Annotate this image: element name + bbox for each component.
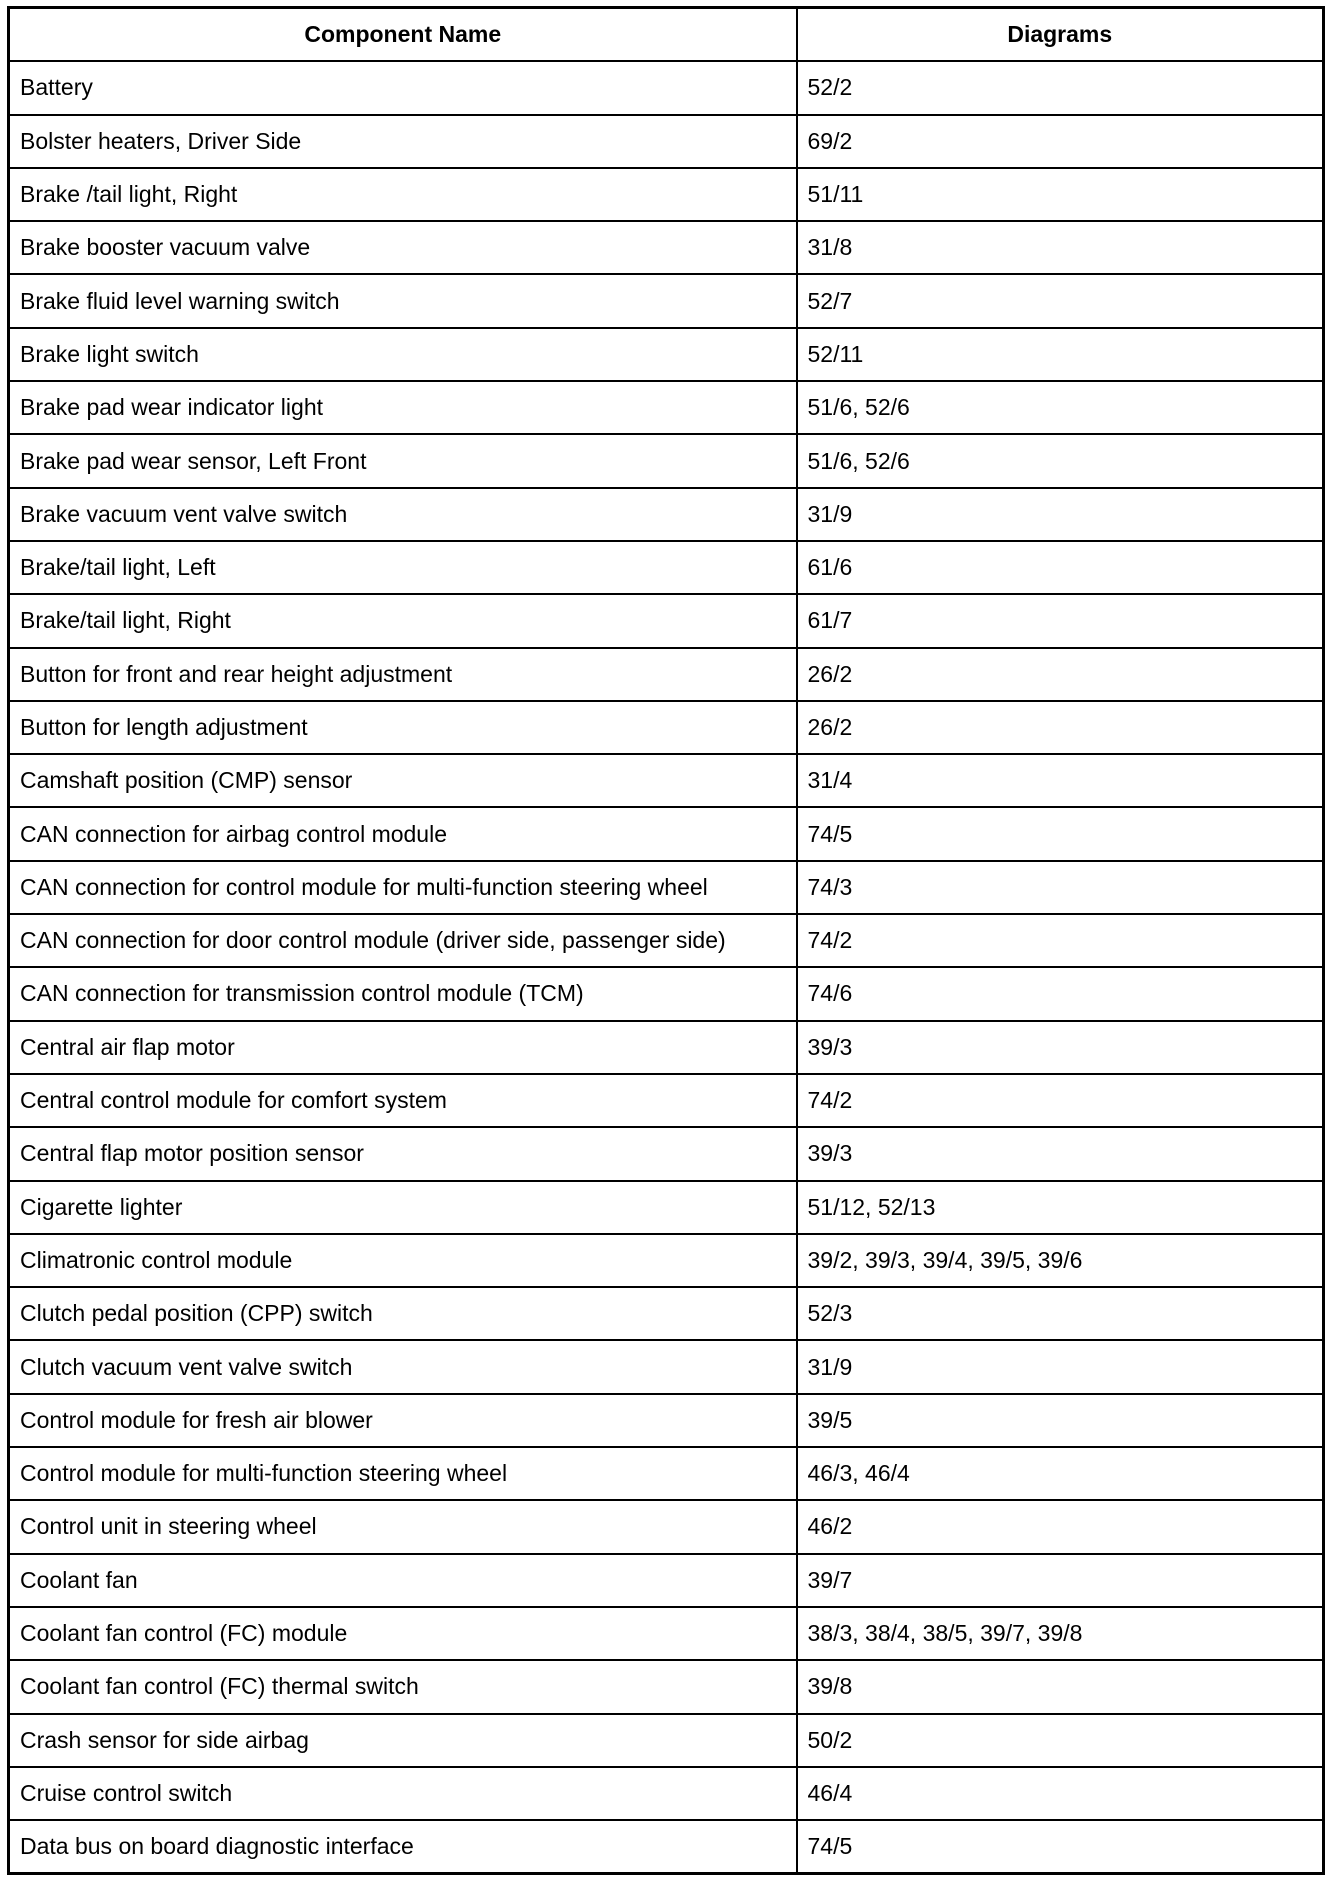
component-name-cell: Brake pad wear sensor, Left Front [9,434,797,487]
table-row [9,434,1324,487]
diagrams-cell: 51/11 [797,168,1324,221]
diagrams-cell: 74/3 [797,861,1324,914]
component-name-cell: Coolant fan control (FC) module [9,1607,797,1660]
diagrams-cell: 31/9 [797,488,1324,541]
table-row [9,488,1324,541]
diagrams-cell: 74/2 [797,914,1324,967]
column-header-component-name: Component Name [9,8,797,62]
component-name-cell: CAN connection for transmission control module (TCM) [9,967,797,1020]
component-name-cell: Cigarette lighter [9,1181,797,1234]
component-name-cell: Button for length adjustment [9,701,797,754]
component-name-cell: Button for front and rear height adjustment [9,648,797,701]
component-name-cell: CAN connection for control module for multi-function steering wheel [9,861,797,914]
table-row [9,807,1324,860]
diagrams-cell: 52/3 [797,1287,1324,1340]
table-row [9,1500,1324,1553]
diagrams-cell: 51/6, 52/6 [797,434,1324,487]
table-row [9,1234,1324,1287]
component-name-cell: Battery [9,61,797,114]
diagrams-cell: 39/7 [797,1554,1324,1607]
diagrams-cell: 50/2 [797,1714,1324,1767]
diagrams-cell: 51/6, 52/6 [797,381,1324,434]
diagrams-cell: 46/4 [797,1767,1324,1820]
table-row [9,274,1324,327]
table-row [9,861,1324,914]
table-row [9,328,1324,381]
component-name-cell: Brake pad wear indicator light [9,381,797,434]
component-name-cell: Brake booster vacuum valve [9,221,797,274]
component-name-cell: Crash sensor for side airbag [9,1714,797,1767]
table-row [9,1181,1324,1234]
component-name-cell: Brake/tail light, Right [9,594,797,647]
diagrams-cell: 31/8 [797,221,1324,274]
diagrams-cell: 52/2 [797,61,1324,114]
component-name-cell: Control module for fresh air blower [9,1394,797,1447]
diagrams-cell: 39/2, 39/3, 39/4, 39/5, 39/6 [797,1234,1324,1287]
table-row [9,1714,1324,1767]
component-name-cell: Clutch vacuum vent valve switch [9,1340,797,1393]
table-body [9,61,1324,1874]
table-row [9,1607,1324,1660]
diagrams-cell: 46/2 [797,1500,1324,1553]
component-name-cell: Camshaft position (CMP) sensor [9,754,797,807]
table-row [9,1127,1324,1180]
component-name-cell: Central air flap motor [9,1021,797,1074]
diagrams-cell: 26/2 [797,648,1324,701]
table-row [9,541,1324,594]
table-row [9,61,1324,114]
component-name-cell: Central flap motor position sensor [9,1127,797,1180]
diagrams-cell: 61/6 [797,541,1324,594]
diagrams-cell: 39/3 [797,1021,1324,1074]
table-row [9,1447,1324,1500]
component-name-cell: Clutch pedal position (CPP) switch [9,1287,797,1340]
column-header-diagrams: Diagrams [797,8,1324,62]
diagrams-cell: 74/5 [797,1820,1324,1874]
component-name-cell: Control unit in steering wheel [9,1500,797,1553]
diagrams-cell: 69/2 [797,115,1324,168]
component-name-cell: Brake /tail light, Right [9,168,797,221]
component-name-cell: Brake light switch [9,328,797,381]
component-name-cell: Brake/tail light, Left [9,541,797,594]
component-name-cell: Climatronic control module [9,1234,797,1287]
table-row [9,1767,1324,1820]
component-name-cell: Coolant fan [9,1554,797,1607]
diagrams-cell: 31/9 [797,1340,1324,1393]
diagrams-cell: 39/3 [797,1127,1324,1180]
diagrams-cell: 39/8 [797,1660,1324,1713]
component-name-cell: Brake fluid level warning switch [9,274,797,327]
diagrams-cell: 51/12, 52/13 [797,1181,1324,1234]
diagrams-cell: 31/4 [797,754,1324,807]
component-name-cell: Cruise control switch [9,1767,797,1820]
diagrams-cell: 38/3, 38/4, 38/5, 39/7, 39/8 [797,1607,1324,1660]
table-row [9,1021,1324,1074]
table-row [9,168,1324,221]
diagrams-cell: 74/2 [797,1074,1324,1127]
diagrams-cell: 61/7 [797,594,1324,647]
table-row [9,1340,1324,1393]
diagrams-cell: 26/2 [797,701,1324,754]
table-row [9,701,1324,754]
table-row [9,1660,1324,1713]
component-name-cell: Coolant fan control (FC) thermal switch [9,1660,797,1713]
table-row [9,1394,1324,1447]
table-row [9,1287,1324,1340]
component-name-cell: Brake vacuum vent valve switch [9,488,797,541]
component-name-cell: CAN connection for door control module (driver side, passenger side) [9,914,797,967]
component-name-cell: CAN connection for airbag control module [9,807,797,860]
diagrams-cell: 46/3, 46/4 [797,1447,1324,1500]
component-diagram-table [7,6,1325,1875]
table-row [9,594,1324,647]
component-name-cell: Data bus on board diagnostic interface [9,1820,797,1874]
table-row [9,1554,1324,1607]
diagrams-cell: 74/5 [797,807,1324,860]
table-row [9,914,1324,967]
table-row [9,648,1324,701]
component-name-cell: Central control module for comfort system [9,1074,797,1127]
diagrams-cell: 39/5 [797,1394,1324,1447]
table-row [9,967,1324,1020]
table-row [9,1820,1324,1874]
table-header-row [9,8,1324,62]
table-row [9,1074,1324,1127]
component-name-cell: Bolster heaters, Driver Side [9,115,797,168]
component-name-cell: Control module for multi-function steering wheel [9,1447,797,1500]
diagrams-cell: 52/11 [797,328,1324,381]
diagrams-cell: 74/6 [797,967,1324,1020]
diagrams-cell: 52/7 [797,274,1324,327]
table-row [9,221,1324,274]
table-row [9,381,1324,434]
table-row [9,115,1324,168]
table-row [9,754,1324,807]
